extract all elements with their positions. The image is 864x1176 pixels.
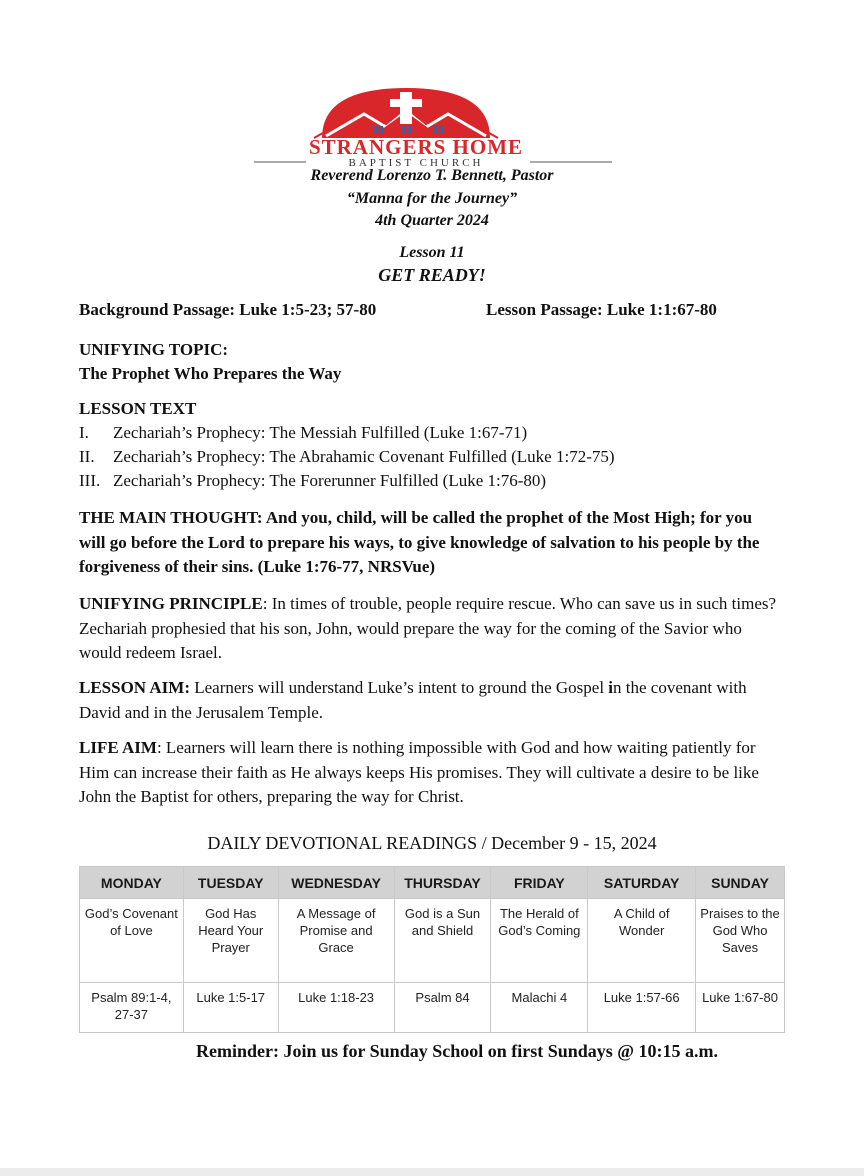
- lesson-aim-bold-letter: i: [608, 678, 614, 697]
- church-logo: [214, 86, 618, 169]
- lesson-text-item: [79, 445, 779, 469]
- lesson-text: [79, 397, 779, 493]
- unifying-principle: [79, 592, 779, 666]
- item-text: Zechariah’s Prophecy: The Forerunner Fulfilled (Luke 1:76-80): [113, 471, 547, 490]
- lesson-number: Lesson 11: [399, 244, 465, 261]
- series-line: “Manna for the Journey”: [346, 190, 518, 207]
- reminder: Reminder: Join us for Sunday School on first Sundays @ 10:15 a.m.: [196, 1041, 718, 1061]
- background-passage: Background Passage: Luke 1:5-23; 57-80: [79, 300, 377, 319]
- reading-ref: Luke 1:67-80: [696, 983, 785, 1033]
- day-header: SATURDAY: [588, 867, 696, 899]
- reading-title: God is a Sun and Shield: [394, 899, 491, 983]
- reading-title: A Child of Wonder: [588, 899, 696, 983]
- lesson-aim-text: Learners will understand Luke’s intent to ground the Gospel: [190, 678, 609, 697]
- main-thought: THE MAIN THOUGHT: And you, child, will be called the prophet of the Most High; for you will go before the Lord to prepare his ways, to give knowledge of salvation to his people by the forgiveness of their sins. (Luke 1:76-77, NRSVue): [79, 508, 760, 576]
- lesson-aim-label: LESSON AIM:: [79, 678, 190, 697]
- life-aim-label: LIFE AIM: [79, 738, 157, 757]
- item-number: III.: [79, 471, 101, 490]
- reading-title: A Message of Promise and Grace: [278, 899, 394, 983]
- life-aim: [79, 736, 779, 810]
- table-row: [80, 899, 785, 983]
- lesson-aim: [79, 676, 779, 725]
- quarter-line: 4th Quarter 2024: [375, 212, 489, 229]
- unifying-topic-heading: UNIFYING TOPIC:: [79, 340, 229, 359]
- reading-ref: Psalm 89:1-4, 27-37: [80, 983, 184, 1033]
- day-header: MONDAY: [80, 867, 184, 899]
- lesson-text-item: [79, 469, 779, 493]
- day-header: THURSDAY: [394, 867, 491, 899]
- lesson-passage: Lesson Passage: Luke 1:1:67-80: [486, 300, 717, 319]
- reading-ref: Malachi 4: [491, 983, 588, 1033]
- lesson-title: GET READY!: [378, 265, 486, 285]
- unifying-principle-text: : In times of trouble, people require rescue. Who can save us in such times? Zechariah prophesied that his son, John, would prepare the way for the coming of the Savior who would redeem Israel.: [79, 594, 777, 662]
- reading-title: The Herald of God’s Coming: [491, 899, 588, 983]
- pastor-line: Reverend Lorenzo T. Bennett, Pastor: [310, 167, 554, 184]
- table-header-row: [80, 867, 785, 899]
- church-name: STRANGERS HOME: [308, 135, 524, 159]
- reading-ref: Luke 1:57-66: [588, 983, 696, 1033]
- lesson-text-item: [79, 421, 779, 445]
- reading-title: God’s Covenant of Love: [80, 899, 184, 983]
- unifying-principle-label: UNIFYING PRINCIPLE: [79, 594, 263, 613]
- item-number: I.: [79, 423, 89, 442]
- church-subtitle: BAPTIST CHURCH: [348, 157, 484, 169]
- day-header: WEDNESDAY: [278, 867, 394, 899]
- unifying-topic-text: The Prophet Who Prepares the Way: [79, 364, 342, 383]
- reading-title: Praises to the God Who Saves: [696, 899, 785, 983]
- lesson-aim-text-rest: n the covenant with David and in the Jerusalem Temple.: [79, 678, 747, 722]
- reading-ref: Psalm 84: [394, 983, 491, 1033]
- item-number: II.: [79, 447, 95, 466]
- day-header: TUESDAY: [183, 867, 278, 899]
- daily-readings-title: DAILY DEVOTIONAL READINGS / December 9 - 15, 2024: [207, 833, 657, 853]
- unifying-topic: [79, 338, 779, 386]
- day-header: SUNDAY: [696, 867, 785, 899]
- lesson-text-heading: LESSON TEXT: [79, 399, 197, 418]
- day-header: FRIDAY: [491, 867, 588, 899]
- life-aim-text: : Learners will learn there is nothing impossible with God and how waiting patiently for Him can increase their faith as He always keeps His promises. They will cultivate a desire to be like John the Baptist for others, preparing the way for Christ.: [79, 738, 759, 806]
- page-bottom-edge: [0, 1168, 864, 1176]
- reading-ref: Luke 1:5-17: [183, 983, 278, 1033]
- daily-readings-table: [79, 866, 785, 1033]
- item-text: Zechariah’s Prophecy: The Abrahamic Covenant Fulfilled (Luke 1:72-75): [113, 447, 615, 466]
- table-row: [80, 983, 785, 1033]
- reading-title: God Has Heard Your Prayer: [183, 899, 278, 983]
- item-text: Zechariah’s Prophecy: The Messiah Fulfilled (Luke 1:67-71): [113, 423, 528, 442]
- reading-ref: Luke 1:18-23: [278, 983, 394, 1033]
